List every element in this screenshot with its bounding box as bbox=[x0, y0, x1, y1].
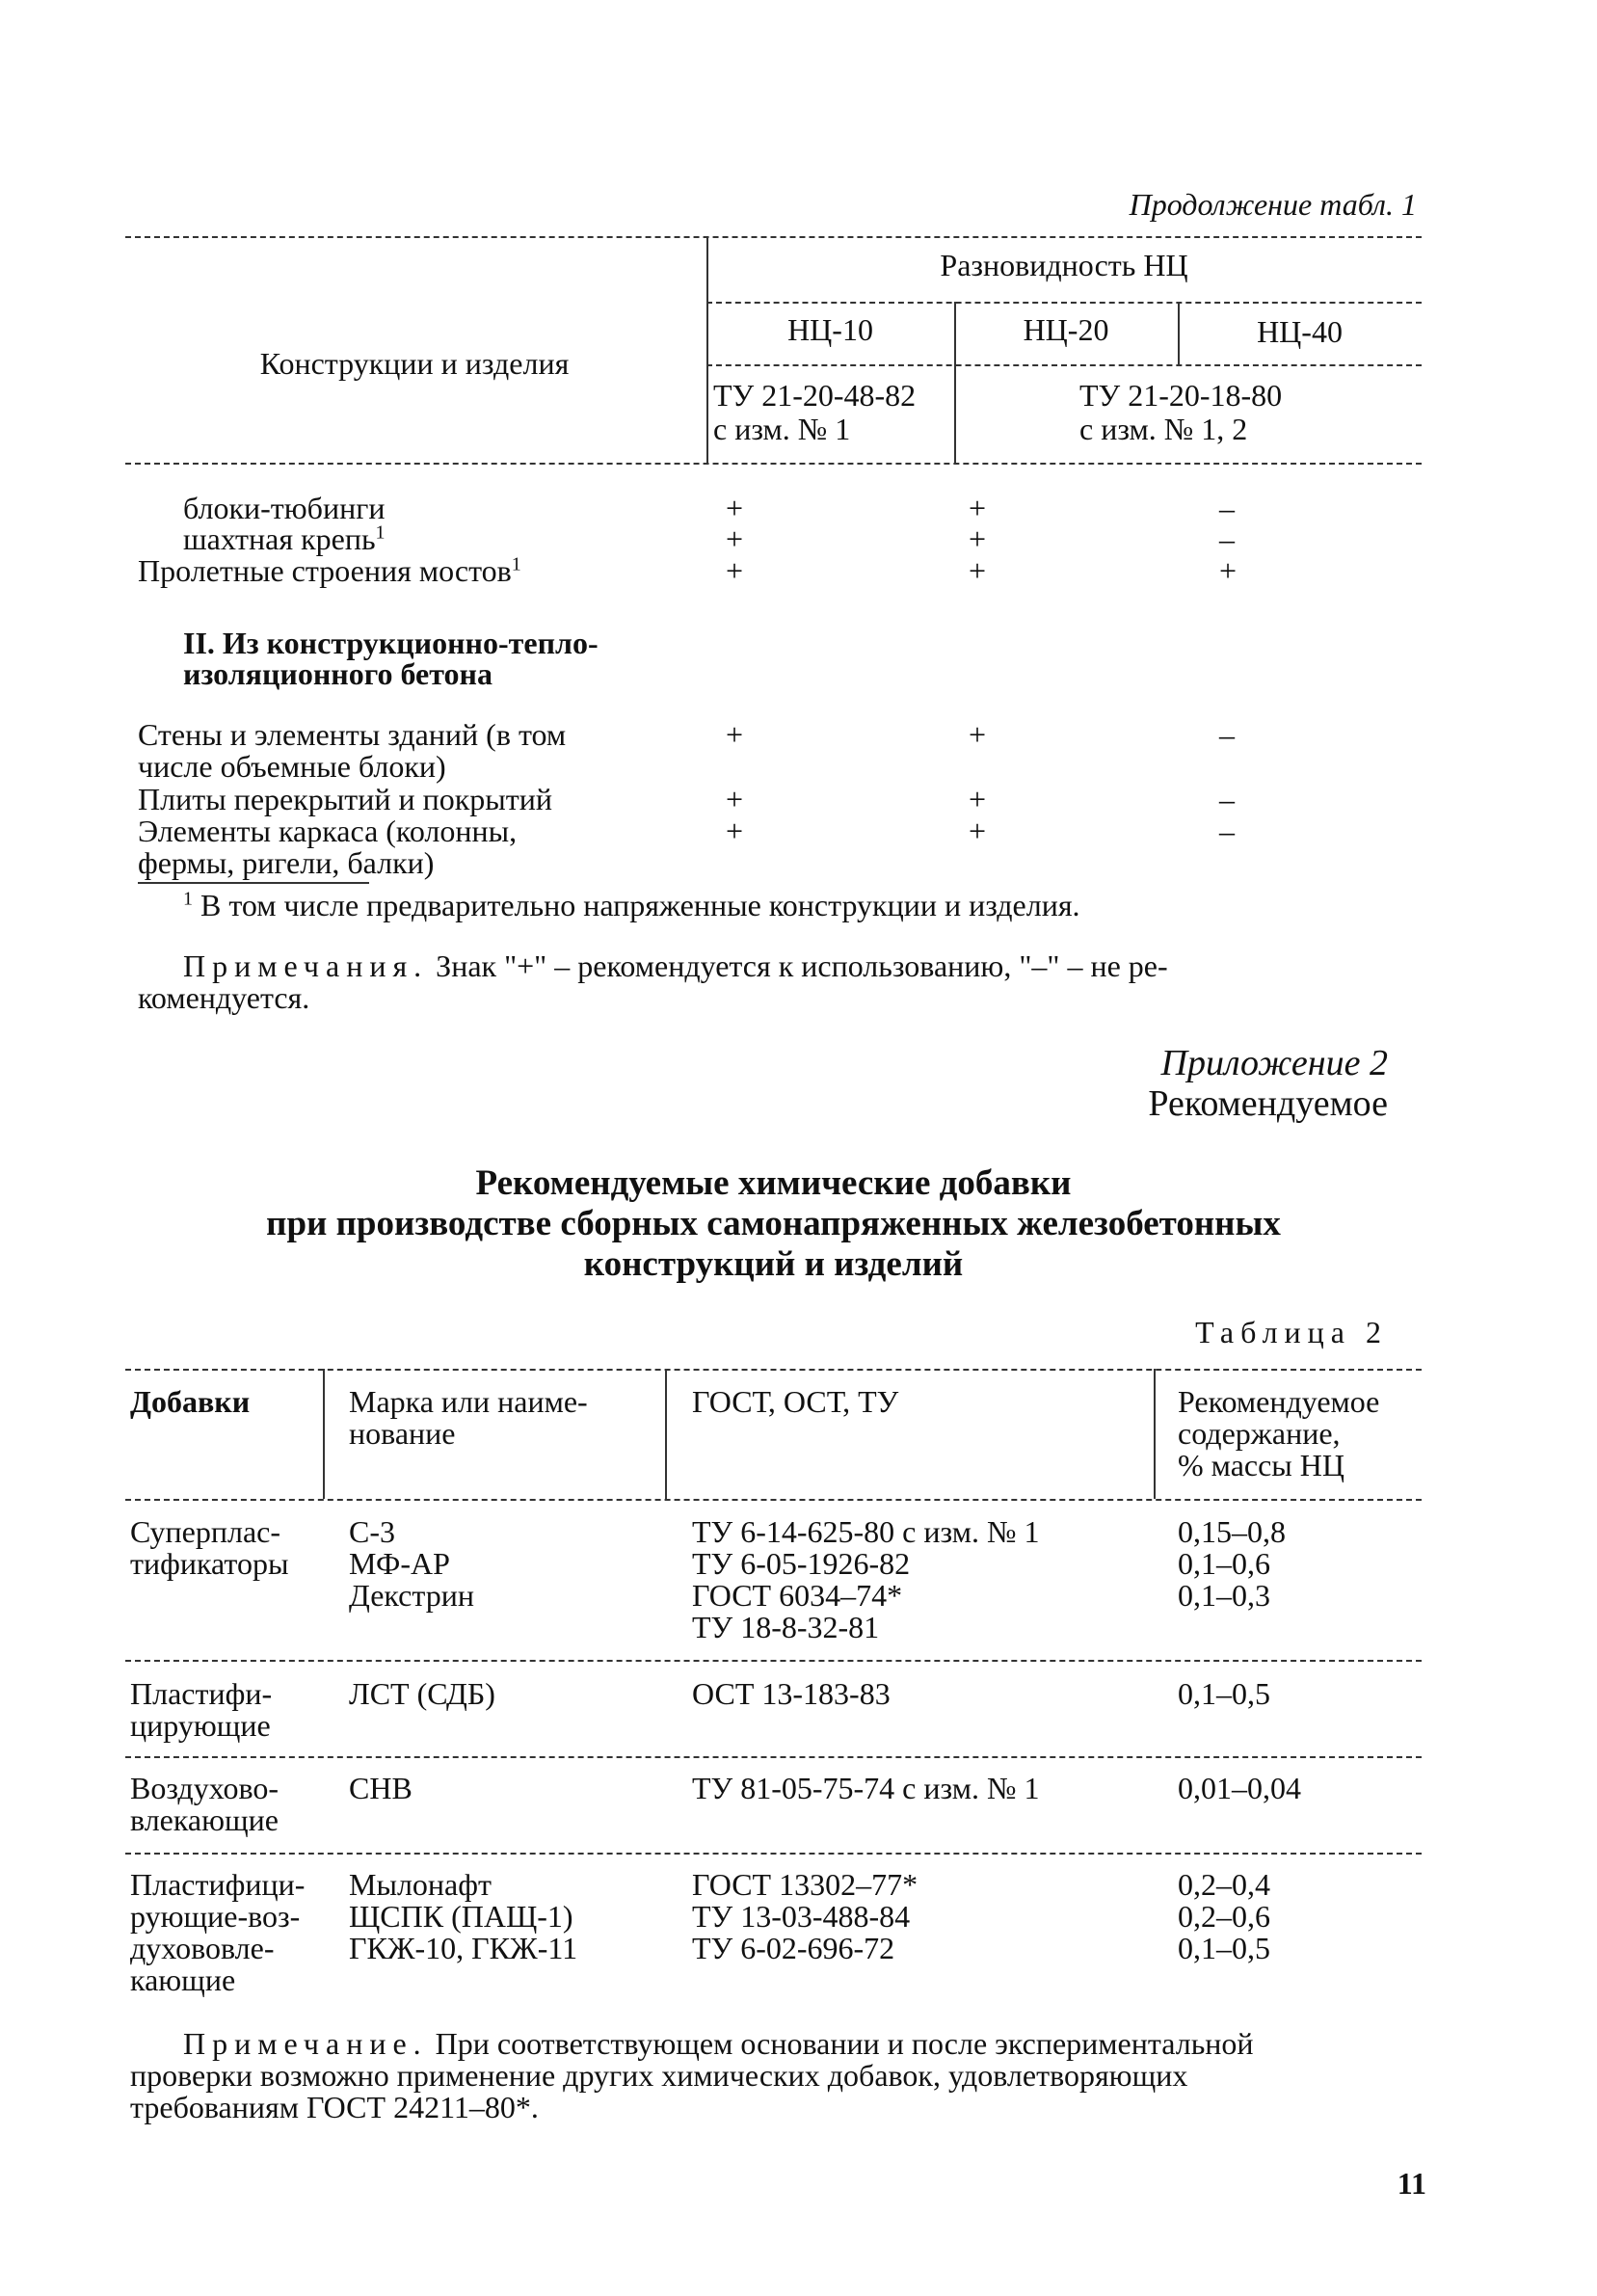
nc10-mark: + bbox=[726, 491, 744, 525]
brand-name: ЩСПК (ПАЩ-1) bbox=[349, 1899, 573, 1934]
variety-rule bbox=[706, 302, 1422, 304]
appendix-label: Приложение 2 bbox=[1160, 1043, 1388, 1083]
brand-name: ЛСТ (СДБ) bbox=[349, 1676, 495, 1711]
note-line1: Примечание. При соответствующем основании и после экспериментальной bbox=[183, 2026, 1254, 2061]
content-range: 0,1–0,5 bbox=[1178, 1676, 1270, 1711]
constructions-header: Конструкции и изделия bbox=[259, 346, 570, 381]
appendix-title-line2: при производстве сборных самонапряженных железобетонных bbox=[266, 1204, 1281, 1243]
brand-name: СНВ bbox=[349, 1771, 413, 1805]
content-range: 0,1–0,3 bbox=[1178, 1578, 1270, 1613]
nc40-mark: – bbox=[1219, 521, 1235, 556]
tu-nc10-line2: с изм. № 1 bbox=[713, 412, 851, 446]
nc20-mark: + bbox=[969, 553, 987, 588]
table-row-label: Стены и элементы зданий (в том bbox=[138, 717, 567, 752]
nc10-mark: + bbox=[726, 717, 744, 752]
notes-line2: комендуется. bbox=[138, 980, 310, 1015]
table-row-label: числе объемные блоки) bbox=[138, 749, 446, 784]
table-row-label: блоки-тюбинги bbox=[183, 491, 386, 525]
note-line3: требованиям ГОСТ 24211–80*. bbox=[130, 2090, 539, 2124]
brand-name: Декстрин bbox=[349, 1578, 474, 1613]
additive-name: Пластифици- bbox=[130, 1867, 306, 1902]
nc20-header: НЦ-20 bbox=[1023, 312, 1109, 347]
brand-name: С-3 bbox=[349, 1514, 395, 1549]
appendix-status: Рекомендуемое bbox=[1148, 1083, 1388, 1124]
brand-header-line1: Марка или наиме- bbox=[349, 1384, 588, 1419]
tu-nc20-40-line2: с изм. № 1, 2 bbox=[1079, 412, 1248, 446]
content-range: 0,1–0,6 bbox=[1178, 1546, 1270, 1581]
tu-nc20-40-line1: ТУ 21-20-18-80 bbox=[1079, 378, 1283, 413]
nc20-mark: + bbox=[969, 717, 987, 752]
table-row-label: Плиты перекрытий и покрытий bbox=[138, 782, 553, 816]
standard: ГОСТ 13302–77* bbox=[692, 1867, 918, 1902]
additive-name: Суперплас- bbox=[130, 1514, 281, 1549]
appendix-title-line1: Рекомендуемые химические добавки bbox=[475, 1163, 1072, 1203]
nc40-mark: – bbox=[1219, 717, 1235, 752]
table2-col-divider-2 bbox=[665, 1369, 667, 1499]
table-row-label: фермы, ригели, балки) bbox=[138, 845, 435, 880]
additives-header: Добавки bbox=[130, 1384, 251, 1419]
nc10-mark: + bbox=[726, 521, 744, 556]
nc20-mark: + bbox=[969, 814, 987, 848]
nc20-mark: + bbox=[969, 782, 987, 816]
table-row-label: шахтная крепь$^1$ bbox=[183, 521, 386, 556]
additive-name: влекающие bbox=[130, 1802, 279, 1837]
nc20-mark: + bbox=[969, 491, 987, 525]
brand-name: МФ-АР bbox=[349, 1546, 450, 1581]
table2-col-divider-3 bbox=[1154, 1369, 1156, 1499]
standard: ТУ 18-8-32-81 bbox=[692, 1610, 880, 1644]
tu-nc10-line1: ТУ 21-20-48-82 bbox=[713, 378, 917, 413]
nc40-mark: – bbox=[1219, 814, 1235, 848]
content-range: 0,2–0,4 bbox=[1178, 1867, 1270, 1902]
standard: ОСТ 13-183-83 bbox=[692, 1676, 891, 1711]
brand-name: ГКЖ-10, ГКЖ-11 bbox=[349, 1931, 578, 1965]
nc10-mark: + bbox=[726, 814, 744, 848]
additive-name: духововле- bbox=[130, 1931, 275, 1965]
footnote: $^1$ В том числе предварительно напряженные конструкции и изделия. bbox=[183, 888, 1080, 922]
section-heading: изоляционного бетона bbox=[183, 656, 492, 691]
table-row-label: Элементы каркаса (колонны, bbox=[138, 814, 518, 848]
note-line2: проверки возможно применение других химических добавок, удовлетворяющих bbox=[130, 2058, 1188, 2093]
nc20-mark: + bbox=[969, 521, 987, 556]
standard: ТУ 6-14-625-80 с изм. № 1 bbox=[692, 1514, 1040, 1549]
table-continuation-label: Продолжение табл. 1 bbox=[1129, 187, 1417, 222]
standard: ТУ 81-05-75-74 с изм. № 1 bbox=[692, 1771, 1040, 1805]
appendix-title-line3: конструкций и изделий bbox=[583, 1244, 964, 1284]
standard: ГОСТ 6034–74* bbox=[692, 1578, 903, 1613]
content-range: 0,15–0,8 bbox=[1178, 1514, 1286, 1549]
table2-header-bottom-rule bbox=[125, 1499, 1422, 1501]
rec-header-line1: Рекомендуемое bbox=[1178, 1384, 1380, 1419]
table1-top-rule bbox=[125, 236, 1422, 238]
variety-header: Разновидность НЦ bbox=[940, 248, 1188, 282]
table2-row-rule bbox=[125, 1660, 1422, 1662]
table1-header-bottom-rule bbox=[125, 463, 1422, 465]
standard: ТУ 6-05-1926-82 bbox=[692, 1546, 911, 1581]
gost-header: ГОСТ, ОСТ, ТУ bbox=[692, 1384, 899, 1419]
additive-name: рующие-воз- bbox=[130, 1899, 301, 1934]
notes-line1: Примечания. Знак "+" – рекомендуется к использованию, "–" – не ре- bbox=[183, 948, 1168, 983]
content-range: 0,1–0,5 bbox=[1178, 1931, 1270, 1965]
table2-row-rule bbox=[125, 1853, 1422, 1855]
content-range: 0,01–0,04 bbox=[1178, 1771, 1301, 1805]
additive-name: кающие bbox=[130, 1962, 236, 1997]
table2-label: Таблица 2 bbox=[1195, 1315, 1388, 1349]
nc40-mark: – bbox=[1219, 491, 1235, 525]
nc40-header: НЦ-40 bbox=[1257, 314, 1343, 349]
rec-header-line3: % массы НЦ bbox=[1178, 1448, 1345, 1482]
nc10-mark: + bbox=[726, 553, 744, 588]
rec-header-line2: содержание, bbox=[1178, 1416, 1341, 1451]
nc40-mark: + bbox=[1219, 553, 1238, 588]
footnote-rule bbox=[138, 882, 369, 884]
nc10-mark: + bbox=[726, 782, 744, 816]
nc40-mark: – bbox=[1219, 782, 1235, 816]
table2-top-rule bbox=[125, 1369, 1422, 1371]
additive-name: тификаторы bbox=[130, 1546, 289, 1581]
nc10-header: НЦ-10 bbox=[787, 312, 873, 347]
additive-name: Воздухово- bbox=[130, 1771, 279, 1805]
additive-name: цирующие bbox=[130, 1708, 271, 1743]
page-number: 11 bbox=[1397, 2166, 1426, 2201]
table2-row-rule bbox=[125, 1756, 1422, 1758]
brand-name: Мылонафт bbox=[349, 1867, 492, 1902]
additive-name: Пластифи- bbox=[130, 1676, 273, 1711]
brand-header-line2: нование bbox=[349, 1416, 456, 1451]
content-range: 0,2–0,6 bbox=[1178, 1899, 1270, 1934]
standard: ТУ 6-02-696-72 bbox=[692, 1931, 895, 1965]
section-heading: II. Из конструкционно-тепло- bbox=[183, 626, 599, 660]
table2-col-divider-1 bbox=[323, 1369, 325, 1499]
table-row-label: Пролетные строения мостов$^1$ bbox=[138, 553, 521, 588]
nc-rule bbox=[706, 364, 1422, 366]
standard: ТУ 13-03-488-84 bbox=[692, 1899, 911, 1934]
